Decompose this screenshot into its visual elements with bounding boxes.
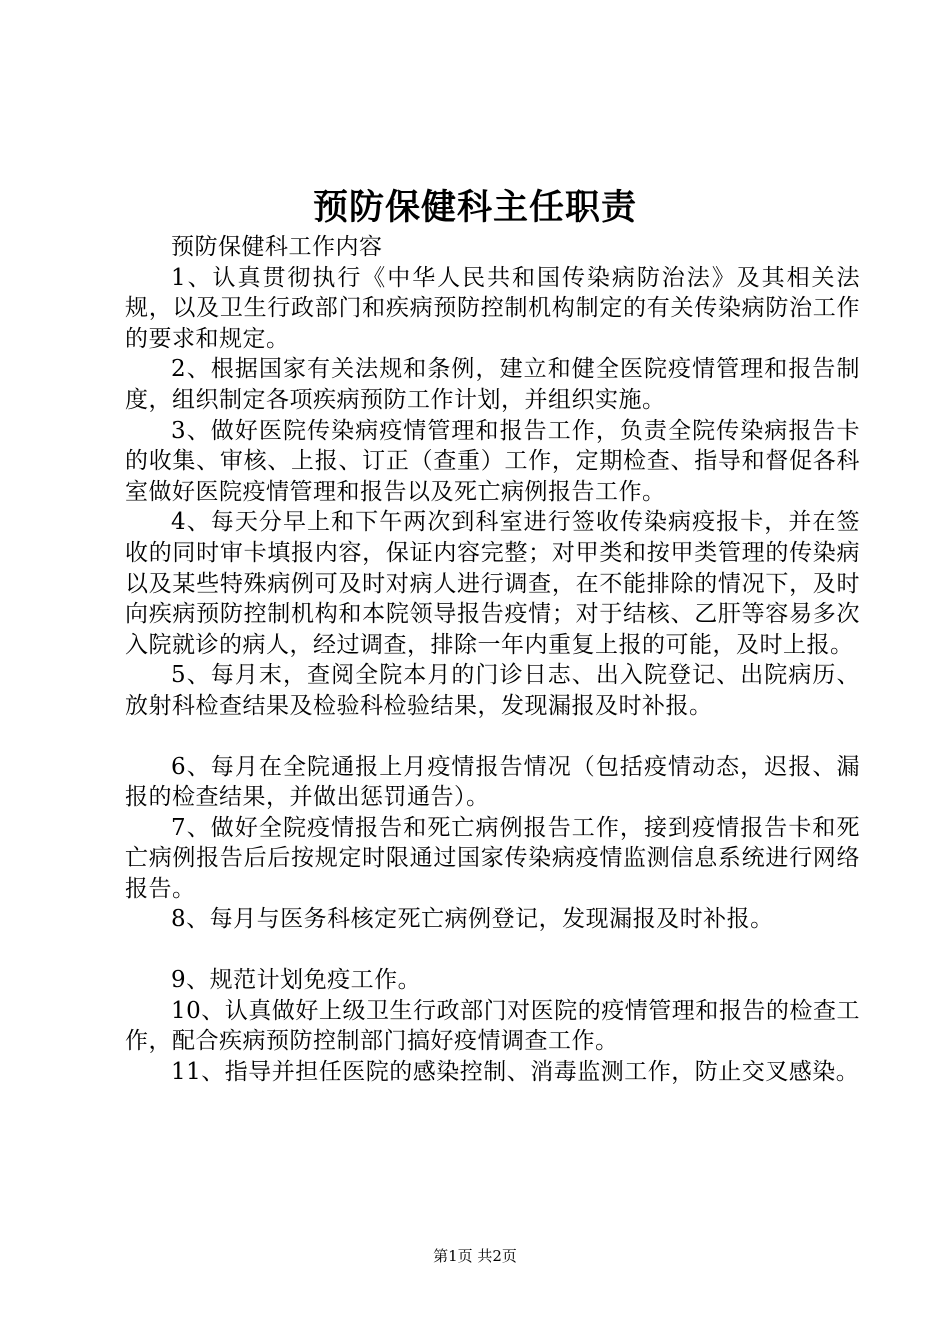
page-title: 预防保健科主任职责: [312, 187, 637, 228]
paragraph-1: 1、认真贯彻执行《中华人民共和国传染病防治法》及其相关法规，以及卫生行政部门和疾病预防控制机构制定的有关传染病防治工作的要求和规定。: [125, 264, 860, 352]
paragraph-5: 5、每月末，查阅全院本月的门诊日志、出入院登记、出院病历、放射科检查结果及检验科检验结果，发现漏报及时补报。: [125, 662, 860, 719]
paragraph-4: 4、每天分早上和下午两次到科室进行签收传染病疫报卡，并在签收的同时审卡填报内容，保证内容完整；对甲类和按甲类管理的传染病以及某些特殊病例可及时对病人进行调查，在不能排除的情况下，及时向疾病预防控制机构和本院领导报告疫情；对于结核、乙肝等容易多次入院就诊的病人，经过调查，排除一年内重复上报的可能，及时上报。: [125, 509, 860, 658]
page-footer: 第1页 共2页: [433, 1247, 517, 1265]
section-heading: 预防保健科工作内容: [171, 234, 383, 260]
document-body: [125, 232, 860, 1087]
paragraph-7: 7、做好全院疫情报告和死亡病例报告工作，接到疫情报告卡和死亡病例报告后后按规定时限通过国家传染病疫情监测信息系统进行网络报告。: [125, 814, 860, 902]
paragraph-9: 9、规范计划免疫工作。: [171, 967, 422, 994]
paragraph-3: 3、做好医院传染病疫情管理和报告工作，负责全院传染病报告卡的收集、审核、上报、订正（查重）工作，定期检查、指导和督促各科室做好医院疫情管理和报告以及死亡病例报告工作。: [125, 417, 860, 505]
paragraph-10: 10、认真做好上级卫生行政部门对医院的疫情管理和报告的检查工作，配合疾病预防控制部门搞好疫情调查工作。: [125, 997, 860, 1055]
paragraph-6: 6、每月在全院通报上月疫情报告情况（包括疫情动态，迟报、漏报的检查结果，并做出惩罚通告）。: [125, 753, 860, 811]
paragraph-11: 11、指导并担任医院的感染控制、消毒监测工作，防止交叉感染。: [171, 1058, 860, 1085]
paragraph-2: 2、根据国家有关法规和条例，建立和健全医院疫情管理和报告制度，组织制定各项疾病预防工作计划，并组织实施。: [125, 356, 860, 413]
paragraph-8: 8、每月与医务科核定死亡病例登记，发现漏报及时补报。: [171, 906, 774, 933]
